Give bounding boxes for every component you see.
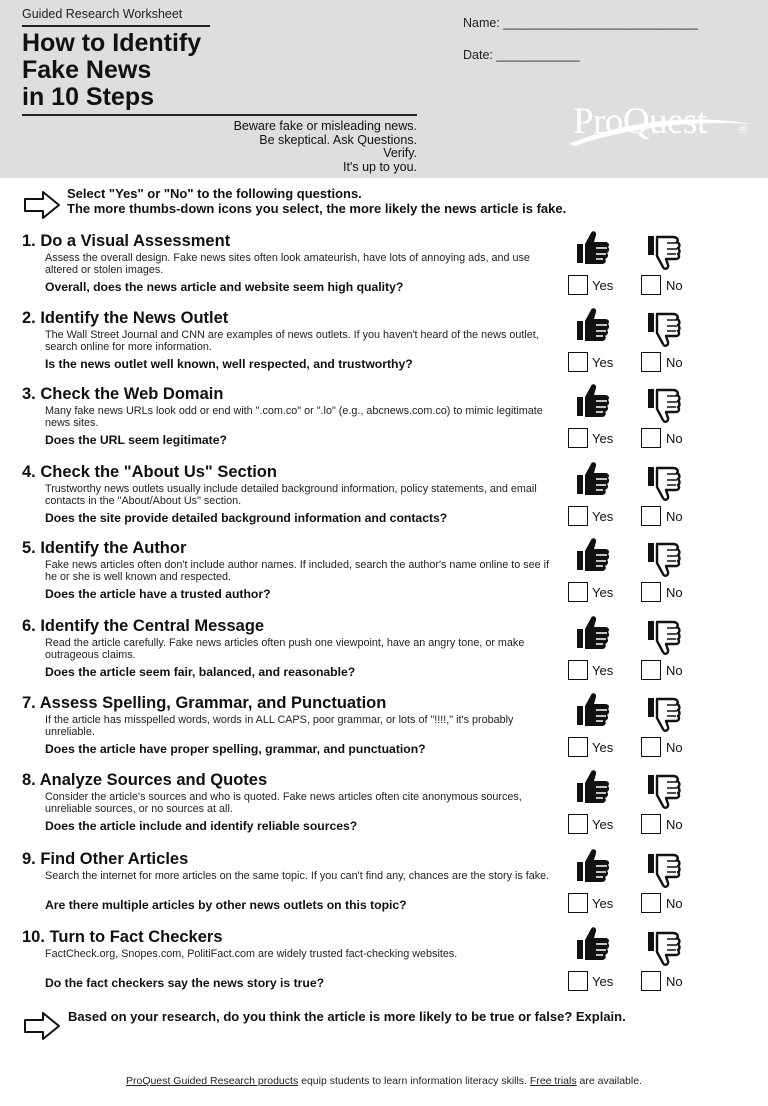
step-item xyxy=(0,309,768,387)
thumbs-down-icon xyxy=(645,387,683,423)
no-label: No xyxy=(666,896,683,911)
no-checkbox[interactable] xyxy=(641,352,661,372)
step-item xyxy=(0,463,768,541)
yes-label: Yes xyxy=(592,431,614,446)
step-description: Search the internet for more articles on the same topic. If you can't find any, chances are the story is fake. xyxy=(45,870,550,882)
title-line: How to Identify xyxy=(22,29,202,57)
tagline-line: Beware fake or misleading news. xyxy=(233,119,417,133)
tagline xyxy=(150,120,417,174)
step-question: Do the fact checkers say the news story is true? xyxy=(45,976,325,990)
no-checkbox[interactable] xyxy=(641,971,661,991)
step-title: 8. Analyze Sources and Quotes xyxy=(22,771,268,789)
step-description: Assess the overall design. Fake news sites often look amateurish, have lots of annoying ads, and use altered or stolen images. xyxy=(45,252,530,276)
footer xyxy=(0,1075,768,1087)
yes-checkbox[interactable] xyxy=(568,352,588,372)
yes-label: Yes xyxy=(592,355,614,370)
no-label: No xyxy=(666,509,683,524)
thumbs-up-icon xyxy=(574,536,612,572)
yes-label: Yes xyxy=(592,974,614,989)
yes-checkbox[interactable] xyxy=(568,506,588,526)
yes-checkbox[interactable] xyxy=(568,893,588,913)
tagline-line: Be skeptical. Ask Questions. xyxy=(259,132,417,147)
no-label: No xyxy=(666,740,683,755)
step-question: Overall, does the news article and website seem high quality? xyxy=(45,280,404,294)
yes-label: Yes xyxy=(592,663,614,678)
step-description: Consider the article's sources and who is quoted. Fake news articles often cite anonymous sources, unreliable sources, or no sources at all. xyxy=(45,791,522,815)
tagline-line: It's up to you. xyxy=(343,159,417,174)
step-question: Does the article include and identify reliable sources? xyxy=(45,819,358,833)
no-label: No xyxy=(666,278,683,293)
no-checkbox[interactable] xyxy=(641,737,661,757)
free-trials-link[interactable]: Free trials xyxy=(529,1075,577,1087)
logo-text: ProQuest xyxy=(573,101,707,142)
no-label: No xyxy=(666,431,683,446)
step-description: Trustworthy news outlets usually include detailed background information, policy statements, and email contacts in the "About/About Us" section. xyxy=(45,483,537,507)
thumbs-down-icon xyxy=(645,465,683,501)
logo-registered-mark: ® xyxy=(739,124,748,136)
arrow-right-icon xyxy=(23,1011,61,1041)
yes-checkbox[interactable] xyxy=(568,814,588,834)
thumbs-up-icon xyxy=(574,382,612,418)
instructions-line: The more thumbs-down icons you select, the more likely the news article is fake. xyxy=(67,201,567,216)
thumbs-up-icon xyxy=(574,691,612,727)
thumbs-down-icon xyxy=(645,852,683,888)
yes-checkbox[interactable] xyxy=(568,737,588,757)
thumbs-down-icon xyxy=(645,619,683,655)
no-checkbox[interactable] xyxy=(641,582,661,602)
step-title: 4. Check the "About Us" Section xyxy=(22,463,277,481)
step-title: 2. Identify the News Outlet xyxy=(22,309,229,327)
step-item xyxy=(0,232,768,310)
yes-checkbox[interactable] xyxy=(568,428,588,448)
yes-checkbox[interactable] xyxy=(568,275,588,295)
arrow-right-icon xyxy=(23,190,61,220)
yes-label: Yes xyxy=(592,740,614,755)
step-title: 5. Identify the Author xyxy=(22,539,187,557)
thumbs-up-icon xyxy=(574,925,612,961)
name-field[interactable]: Name: ____________________________ xyxy=(463,16,698,30)
title-divider xyxy=(22,114,417,116)
step-question: Does the URL seem legitimate? xyxy=(45,433,227,447)
step-title: 6. Identify the Central Message xyxy=(22,617,265,635)
step-description: Read the article carefully. Fake news articles often push one viewpoint, have an angry tone, or make outrageous claims. xyxy=(45,637,525,661)
step-item xyxy=(0,850,768,928)
step-item xyxy=(0,694,768,772)
yes-checkbox[interactable] xyxy=(568,582,588,602)
thumbs-down-icon xyxy=(645,311,683,347)
step-item xyxy=(0,617,768,695)
page-title xyxy=(22,30,282,111)
date-field[interactable]: Date: ____________ xyxy=(463,48,580,62)
step-item xyxy=(0,539,768,617)
no-checkbox[interactable] xyxy=(641,506,661,526)
thumbs-up-icon xyxy=(574,229,612,265)
title-line: in 10 Steps xyxy=(22,83,154,111)
thumbs-down-icon xyxy=(645,773,683,809)
thumbs-up-icon xyxy=(574,460,612,496)
step-question: Does the article seem fair, balanced, and reasonable? xyxy=(45,665,356,679)
step-question: Are there multiple articles by other news outlets on this topic? xyxy=(45,898,407,912)
instructions-line: Select "Yes" or "No" to the following questions. xyxy=(67,186,362,201)
step-description: FactCheck.org, Snopes.com, PolitiFact.com are widely trusted fact-checking websites. xyxy=(45,948,458,960)
step-description: Fake news articles often don't include author names. If included, search the author's name online to see if he or she is well known and respected. xyxy=(45,559,550,583)
step-item xyxy=(0,385,768,463)
thumbs-down-icon xyxy=(645,234,683,270)
guided-research-link[interactable]: ProQuest Guided Research products xyxy=(126,1075,299,1087)
no-label: No xyxy=(666,355,683,370)
header-band xyxy=(0,0,768,178)
step-item xyxy=(0,771,768,849)
footer-text: equip students to learn information literacy skills. xyxy=(298,1075,530,1087)
thumbs-down-icon xyxy=(645,541,683,577)
footer-text: are available. xyxy=(576,1075,642,1087)
step-title: 1. Do a Visual Assessment xyxy=(22,232,231,250)
yes-label: Yes xyxy=(592,817,614,832)
step-item xyxy=(0,928,768,1006)
title-line: Fake News xyxy=(22,56,152,84)
step-description: The Wall Street Journal and CNN are examples of news outlets. If you haven't heard of the news outlet, search online for more information. xyxy=(45,329,539,353)
no-label: No xyxy=(666,974,683,989)
step-title: 9. Find Other Articles xyxy=(22,850,189,868)
no-label: No xyxy=(666,663,683,678)
tagline-line: Verify. xyxy=(383,146,417,160)
final-question: Based on your research, do you think the article is more likely to be true or false? Explain. xyxy=(68,1009,626,1024)
step-question: Does the article have proper spelling, grammar, and punctuation? xyxy=(45,742,426,756)
thumbs-up-icon xyxy=(574,768,612,804)
no-checkbox[interactable] xyxy=(641,893,661,913)
no-label: No xyxy=(666,817,683,832)
step-title: 10. Turn to Fact Checkers xyxy=(22,928,223,946)
thumbs-down-icon xyxy=(645,930,683,966)
worksheet-eyebrow: Guided Research Worksheet xyxy=(22,7,183,21)
yes-label: Yes xyxy=(592,278,614,293)
eyebrow-divider xyxy=(22,25,210,27)
no-checkbox[interactable] xyxy=(641,660,661,680)
no-checkbox[interactable] xyxy=(641,814,661,834)
step-question: Is the news outlet well known, well respected, and trustworthy? xyxy=(45,357,413,371)
no-checkbox[interactable] xyxy=(641,428,661,448)
yes-checkbox[interactable] xyxy=(568,971,588,991)
instructions xyxy=(67,186,566,216)
step-question: Does the site provide detailed background information and contacts? xyxy=(45,511,448,525)
thumbs-up-icon xyxy=(574,306,612,342)
proquest-logo xyxy=(565,100,755,152)
yes-checkbox[interactable] xyxy=(568,660,588,680)
yes-label: Yes xyxy=(592,585,614,600)
step-description: Many fake news URLs look odd or end with ".com.co" or ".lo" (e.g., abcnews.com.co) to mimic legitimate news sites. xyxy=(45,405,543,429)
yes-label: Yes xyxy=(592,509,614,524)
thumbs-up-icon xyxy=(574,614,612,650)
step-description: If the article has misspelled words, words in ALL CAPS, poor grammar, or lots of "!!!!," it's probably unreliable. xyxy=(45,714,514,738)
step-title: 3. Check the Web Domain xyxy=(22,385,224,403)
no-label: No xyxy=(666,585,683,600)
thumbs-up-icon xyxy=(574,847,612,883)
step-title: 7. Assess Spelling, Grammar, and Punctuation xyxy=(22,694,387,712)
thumbs-down-icon xyxy=(645,696,683,732)
no-checkbox[interactable] xyxy=(641,275,661,295)
yes-label: Yes xyxy=(592,896,614,911)
step-question: Does the article have a trusted author? xyxy=(45,587,271,601)
